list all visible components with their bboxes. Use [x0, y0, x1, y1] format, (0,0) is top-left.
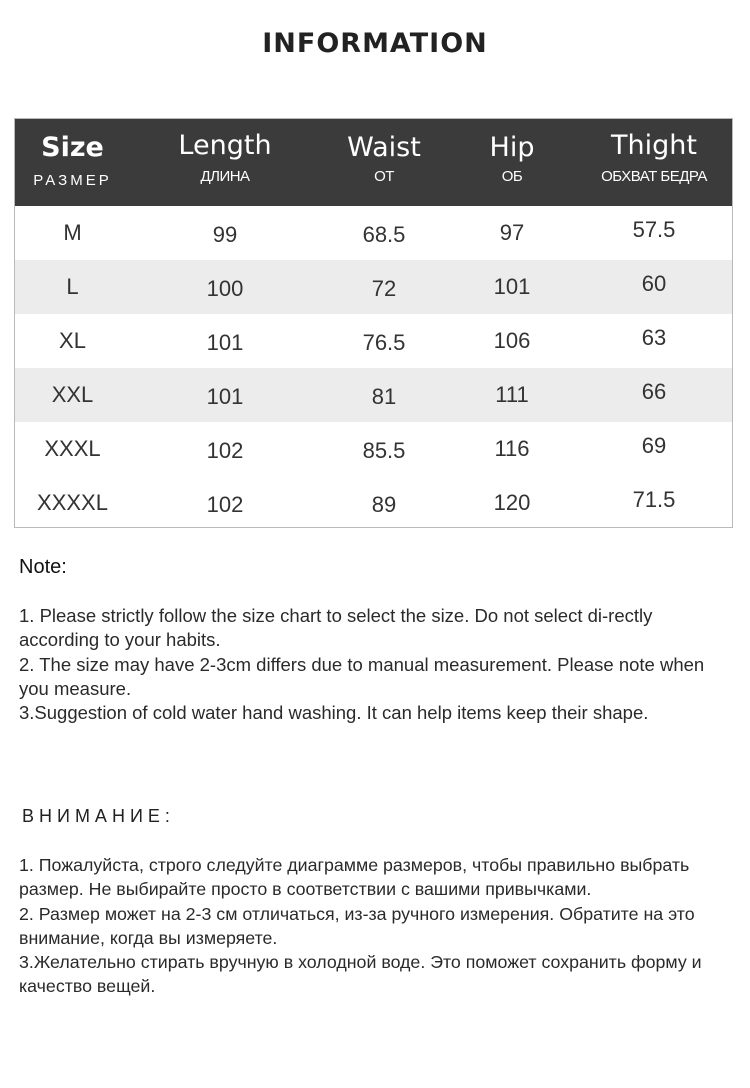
hip-cell: 111: [495, 382, 529, 407]
length-cell: 99: [212, 222, 238, 247]
hip-cell: 97: [499, 220, 525, 245]
size-cell: XXL: [51, 382, 94, 407]
hip-cell: 101: [493, 274, 531, 299]
table-row: [15, 368, 732, 422]
length-cell: 101: [206, 330, 244, 355]
note-line-ru: 1. Пожалуйста, строго следуйте диаграмме размеров, чтобы правильно выбрать размер. Не выбирайте просто в соответствии с вашими привычками.: [19, 855, 690, 900]
thigh-cell: 71.5: [632, 487, 676, 512]
header-size-label-ru: РАЗМЕР: [33, 172, 112, 189]
size-cell: XL: [59, 328, 86, 353]
header-length-label: Length: [178, 130, 272, 161]
waist-cell: 76.5: [362, 330, 406, 355]
size-cell: XXXL: [44, 436, 101, 461]
size-cell: XXXXL: [37, 490, 108, 515]
hip-cell: 116: [494, 436, 530, 461]
header-length: [130, 119, 320, 206]
thigh-cell: 57.5: [632, 217, 676, 242]
header-waist-label: Waist: [347, 132, 421, 163]
header-thigh-label-ru: ОБХВАТ БЕДРА: [601, 168, 707, 185]
note-line: 1. Please strictly follow the size chart to select the size. Do not select di-rectly according to your habits.: [19, 605, 653, 651]
size-chart-table: [14, 118, 733, 528]
header-thigh: [576, 119, 732, 206]
note-heading: Note:: [19, 556, 67, 578]
table-row: [15, 314, 732, 368]
size-cell: M: [63, 220, 82, 245]
note-heading-ru: ВНИМАНИЕ:: [22, 806, 175, 826]
note-body: [19, 604, 719, 725]
hip-cell: 106: [493, 328, 531, 353]
header-thigh-label: Thight: [611, 130, 697, 161]
note-line-ru: 2. Размер может на 2-3 см отличаться, из-за ручного измерения. Обратите на это внимание, когда вы измеряете.: [19, 903, 695, 948]
waist-cell: 85.5: [362, 438, 406, 463]
waist-cell: 89: [371, 492, 397, 517]
table-row: [15, 422, 732, 476]
note-line: 2. The size may have 2-3cm differs due to manual measurement. Please note when you measure.: [19, 653, 705, 699]
hip-cell: 120: [493, 490, 531, 515]
length-cell: 100: [206, 276, 244, 301]
length-cell: 102: [206, 438, 244, 463]
thigh-cell: 66: [641, 379, 667, 404]
waist-cell: 68.5: [362, 222, 406, 247]
thigh-cell: 63: [641, 325, 667, 350]
header-size: [15, 119, 130, 206]
header-length-label-ru: ДЛИНА: [200, 168, 250, 185]
header-size-label: Size: [41, 132, 104, 163]
note-line-ru: 3.Желательно стирать вручную в холодной воде. Это поможет сохранить форму и качество вещей.: [19, 952, 702, 997]
header-waist-label-ru: ОТ: [374, 168, 394, 185]
length-cell: 101: [206, 384, 244, 409]
header-hip-label: Hip: [489, 132, 535, 163]
header-hip: [448, 119, 576, 206]
table-row: [15, 476, 732, 530]
size-cell: L: [66, 274, 79, 299]
header-waist: [320, 119, 448, 206]
table-header-row: [15, 119, 732, 206]
thigh-cell: 60: [641, 271, 667, 296]
note-body-ru: [19, 853, 734, 999]
header-hip-label-ru: ОБ: [501, 168, 523, 185]
page-title: INFORMATION: [262, 28, 488, 59]
note-line: 3.Suggestion of cold water hand washing. It can help items keep their shape.: [19, 702, 649, 724]
table-row: [15, 260, 732, 314]
length-cell: 102: [206, 492, 244, 517]
table-row: [15, 206, 732, 260]
thigh-cell: 69: [641, 433, 667, 458]
waist-cell: 81: [371, 384, 397, 409]
waist-cell: 72: [371, 276, 397, 301]
